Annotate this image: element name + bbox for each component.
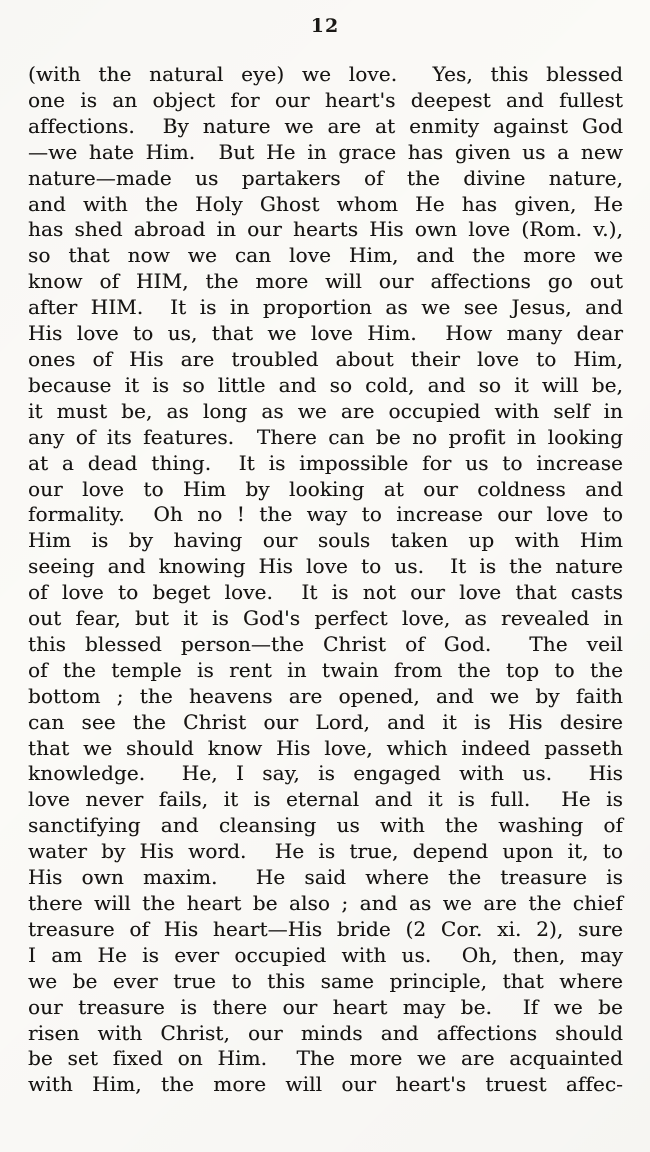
text-line: there will the heart be also ; and as we are the chief: [28, 891, 623, 915]
text-line: seeing and knowing His love to us. It is the nature: [28, 554, 623, 579]
text-line: knowledge. He, I say, is engaged with us. His: [28, 761, 623, 786]
text-line: and with the Holy Ghost whom He has given, He: [28, 191, 623, 216]
text-line: formality. Oh no ! the way to increase our love to: [28, 502, 623, 527]
text-line: one is an object for our heart's deepest and fullest: [28, 87, 623, 112]
text-line: with Him, the more will our heart's truest affec-: [28, 1072, 623, 1097]
text-line: risen with Christ, our minds and affections should: [28, 1020, 623, 1045]
text-line: be set fixed on Him. The more we are acquainted: [28, 1046, 623, 1071]
text-line: of love to beget love. It is not our love that casts: [28, 580, 623, 605]
text-line: we be ever true to this same principle, that where: [28, 968, 623, 993]
page-text: [28, 62, 623, 1098]
text-line: at a dead thing. It is impossible for us to increase: [28, 450, 623, 475]
text-line: our treasure is there our heart may be. If we be: [28, 994, 623, 1019]
text-line: I am He is ever occupied with us. Oh, then, may: [28, 942, 623, 967]
text-line: can see the Christ our Lord, and it is His desire: [28, 709, 623, 734]
text-line: after HIM. It is in proportion as we see Jesus, and: [28, 295, 623, 320]
text-line: affections. By nature we are at enmity against God: [28, 113, 623, 138]
text-line: this blessed person—the Christ of God. The veil: [28, 631, 623, 656]
text-line: of the temple is rent in twain from the top to the: [28, 657, 623, 682]
text-line: His own maxim. He said where the treasure is: [28, 865, 623, 890]
text-line: His love to us, that we love Him. How many dear: [28, 321, 623, 346]
text-line: has shed abroad in our hearts His own love (Rom. v.),: [28, 217, 623, 242]
text-line: it must be, as long as we are occupied with self in: [28, 398, 623, 423]
text-line: sanctifying and cleansing us with the washing of: [28, 813, 623, 838]
text-line: know of HIM, the more will our affections go out: [28, 269, 623, 294]
text-line: treasure of His heart—His bride (2 Cor. xi. 2), sure: [28, 916, 623, 941]
text-line: any of its features. There can be no profit in looking: [28, 424, 623, 449]
text-line: water by His word. He is true, depend upon it, to: [28, 839, 623, 864]
text-line: love never fails, it is eternal and it is full. He is: [28, 787, 623, 812]
text-line: —we hate Him. But He in grace has given us a new: [28, 139, 623, 164]
text-line: nature—made us partakers of the divine nature,: [28, 165, 623, 190]
text-line: that we should know His love, which indeed passeth: [28, 735, 623, 760]
text-line: out fear, but it is God's perfect love, as revealed in: [28, 606, 623, 631]
text-line: bottom ; the heavens are opened, and we by faith: [28, 683, 623, 708]
text-line: ones of His are troubled about their love to Him,: [28, 346, 623, 371]
text-line: because it is so little and so cold, and so it will be,: [28, 372, 623, 397]
text-line: so that now we can love Him, and the more we: [28, 243, 623, 268]
text-line: our love to Him by looking at our coldness and: [28, 476, 623, 501]
text-line: Him is by having our souls taken up with Him: [28, 528, 623, 553]
page-number: 12: [310, 15, 340, 37]
text-line: (with the natural eye) we love. Yes, this blessed: [28, 62, 623, 86]
